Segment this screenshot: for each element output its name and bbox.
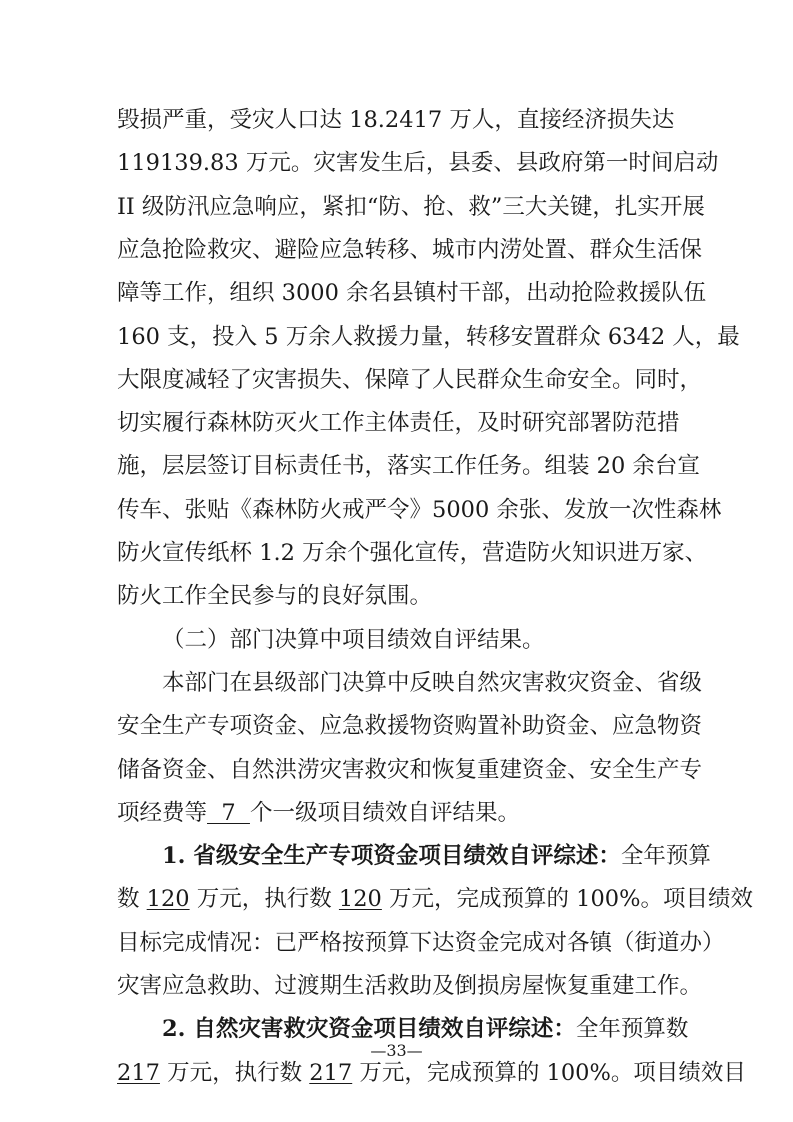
text-line-4 [117,233,703,267]
text-line-8 [117,406,680,440]
text-segment: 施，层层签订目标责任书，落实工作任务。组装 20 余台宣 [117,453,700,479]
text-segment: 切实履行森林防灭火工作主体责任，及时研究部署防范措 [117,410,680,436]
text-line-22 [162,1012,689,1046]
text-line-15 [117,709,703,743]
text-segment: 毁损严重，受灾人口达 18.2417 万人，直接经济损失达 [117,107,675,133]
text-line-5 [117,276,707,310]
text-segment: 大限度减轻了灾害损失、保障了人民群众生命安全。同时， [117,367,703,393]
page-number: —33— [370,1041,423,1060]
text-segment: 万元，完成预算的 100%。项目绩效 [381,886,754,912]
text-segment: 个一级项目绩效自评结果。 [249,800,520,826]
text-segment: 全年预算 [620,843,711,869]
text-segment: II 级防汛应急响应，紧扣“防、抢、救”三大关键，扎实开展 [117,194,705,220]
text-line-17 [117,796,670,830]
underlined-amount: 217 [309,1060,353,1086]
text-segment: 障等工作，组织 3000 余名县镇村干部，出动抢险救援队伍 [117,280,707,306]
text-line-7 [117,363,703,397]
item-2-title: 2. 自然灾害救灾资金项目绩效自评综述： [162,1016,576,1042]
text-line-21 [117,969,703,1003]
budget-amount: 120 [146,886,190,912]
text-line-12 [117,579,670,613]
text-segment: 应急抢险救灾、避险应急转移、城市内涝处置、群众生活保 [117,237,703,263]
text-segment: 万元，完成预算的 100%。项目绩效目 [352,1060,746,1086]
text-line-11 [117,536,708,570]
text-segment: 数 [117,886,147,912]
section-heading [162,623,670,657]
text-line-16 [117,753,703,787]
text-segment: （二）部门决算中项目绩效自评结果。 [162,627,545,653]
text-line-23 [117,1056,746,1090]
executed-amount: 120 [338,886,382,912]
text-segment: 万元，执行数 [189,886,339,912]
text-line-10 [117,493,722,527]
text-segment: 本部门在县级部门决算中反映自然灾害救灾资金、省级 [162,670,703,696]
text-line-1 [117,103,675,137]
text-segment: 储备资金、自然洪涝灾害救灾和恢复重建资金、安全生产专 [117,757,703,783]
text-segment: 防火宣传纸杯 1.2 万余个强化宣传，营造防火知识进万家、 [117,540,708,566]
text-segment: 安全生产专项资金、应急救援物资购置补助资金、应急物资 [117,713,703,739]
item-1-heading [162,839,711,873]
text-line-9 [117,449,700,483]
text-line-3 [117,190,705,224]
text-line-6 [117,320,740,354]
text-segment: 项经费等 [117,800,208,826]
text-line-14 [162,666,703,700]
text-line-20 [117,926,725,960]
underlined-amount: 217 [117,1060,160,1086]
text-segment: 防火工作全民参与的良好氛围。 [117,583,433,609]
text-segment: 灾害应急救助、过渡期生活救助及倒损房屋恢复重建工作。 [117,973,703,999]
text-segment: 目标完成情况：已严格按预算下达资金完成对各镇（街道办） [117,930,725,956]
item-1-title: 1. 省级安全生产专项资金项目绩效自评综述： [162,843,621,869]
text-segment: 传车、张贴《森林防火戒严令》5000 余张、发放一次性森林 [117,497,722,523]
text-segment: 119139.83 万元。灾害发生后，县委、县政府第一时间启动 [117,150,719,176]
text-line-2 [117,146,719,180]
text-segment: 全年预算数 [575,1016,689,1042]
text-segment: 160 支，投入 5 万余人救援力量，转移安置群众 6342 人，最 [117,324,740,350]
text-line-19 [117,882,754,916]
text-segment: 万元，执行数 [159,1060,310,1086]
project-count: 7 [207,800,250,826]
